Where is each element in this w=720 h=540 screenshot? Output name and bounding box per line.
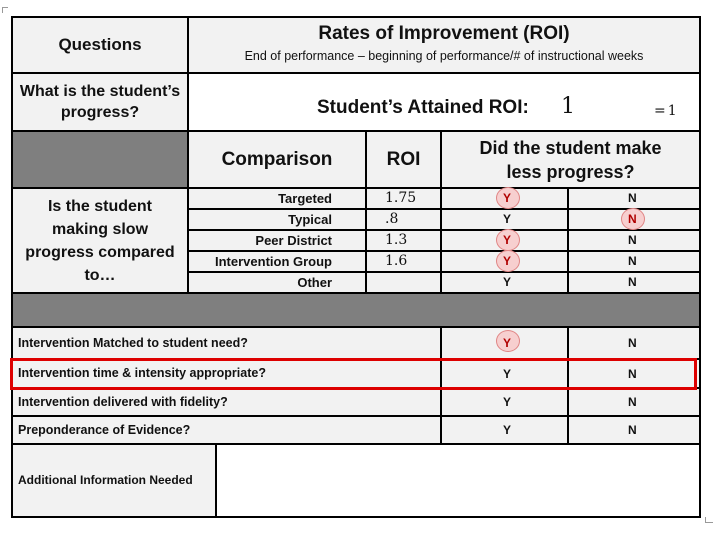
attained-roi-value: 1	[561, 94, 575, 119]
comparison-row-roi-cell	[367, 189, 440, 208]
check-row-no[interactable]: N	[628, 336, 637, 350]
check-row-yes[interactable]: Y	[503, 366, 512, 381]
progress-question-text: What is the student’s progress?	[19, 83, 181, 121]
comparison-row-no-cell	[569, 210, 699, 229]
check-row-yes[interactable]: Y	[503, 336, 512, 350]
col-comparison-header: Comparison	[189, 132, 365, 187]
roi-formula: End of performance – beginning of performance/# of instructional weeks	[244, 49, 644, 63]
check-row-no-cell	[569, 328, 699, 358]
comparison-row-yes-cell	[442, 252, 567, 271]
check-row-label-cell	[13, 389, 440, 415]
comparison-row-roi-cell	[367, 252, 440, 271]
comparison-row-label: Peer District	[255, 233, 332, 248]
comparison-row-roi: 1.75	[385, 190, 417, 206]
comparison-row-yes[interactable]: Y	[503, 275, 512, 289]
comparison-row-label-cell	[189, 231, 365, 250]
comparison-row-no[interactable]: N	[628, 212, 637, 226]
comparison-question	[13, 189, 187, 292]
check-row-yes[interactable]: Y	[503, 395, 512, 409]
comparison-row-no-cell	[569, 273, 699, 292]
comparison-row-no[interactable]: N	[628, 275, 637, 289]
comparison-row-yes[interactable]: Y	[503, 191, 512, 205]
check-row-yes-cell	[442, 328, 567, 358]
col-progress-header	[442, 132, 699, 187]
comparison-row-roi-cell	[367, 273, 440, 292]
check-row-yes[interactable]: Y	[503, 423, 512, 437]
roi-title-cell	[189, 18, 699, 72]
check-row-label-cell	[13, 417, 440, 443]
comparison-row-label: Other	[297, 275, 332, 290]
comparison-row-yes-cell	[442, 210, 567, 229]
section-dark-band	[13, 294, 699, 326]
comparison-row-no[interactable]: N	[628, 254, 637, 268]
check-row-label: Intervention delivered with fidelity?	[18, 394, 228, 409]
comparison-row-no-cell	[569, 252, 699, 271]
check-row-no[interactable]: N	[628, 395, 637, 409]
comparison-question-text: Is the student making slow progress compared to…	[25, 197, 175, 284]
check-row-yes-cell	[442, 389, 567, 415]
check-row-no-cell	[569, 417, 699, 443]
check-row-label-cell	[13, 328, 440, 358]
questions-header: Questions	[13, 18, 187, 72]
progress-question	[13, 74, 187, 130]
check-row-yes-cell	[442, 417, 567, 443]
comparison-row-label-cell	[189, 252, 365, 271]
comparison-row-no[interactable]: N	[628, 233, 637, 247]
attained-roi-label: Student’s Attained ROI:	[317, 97, 529, 118]
comparison-row-yes[interactable]: Y	[503, 212, 512, 226]
additional-info-label-cell	[13, 445, 215, 516]
comparison-row-no-cell	[569, 189, 699, 208]
comparison-row-yes-cell	[442, 231, 567, 250]
comparison-dark-band	[13, 132, 187, 187]
attained-roi-note: =1	[654, 103, 679, 119]
comparison-row-roi: 1.3	[385, 232, 408, 248]
check-row-no-cell	[569, 389, 699, 415]
comparison-row-label-cell	[189, 210, 365, 229]
highlight-box	[10, 358, 697, 390]
check-row-label: Preponderance of Evidence?	[18, 422, 191, 437]
comparison-row-no-cell	[569, 231, 699, 250]
roi-title: Rates of Improvement (ROI)	[318, 23, 570, 44]
comparison-row-roi: 1.6	[385, 253, 408, 269]
check-row-label: Intervention time & intensity appropriate?	[18, 366, 266, 380]
comparison-row-roi-cell	[367, 231, 440, 250]
col-progress-header-text: Did the student make less progress?	[479, 137, 662, 182]
comparison-row-label: Targeted	[278, 191, 332, 206]
comparison-row-roi: .8	[385, 211, 399, 227]
comparison-row-yes[interactable]: Y	[503, 254, 512, 268]
additional-info-field[interactable]	[217, 445, 699, 516]
comparison-row-no[interactable]: N	[628, 191, 637, 205]
comparison-row-label: Typical	[288, 212, 332, 227]
comparison-row-label: Intervention Group	[215, 254, 332, 269]
comparison-row-label-cell	[189, 273, 365, 292]
corner-mark-top-left	[2, 7, 8, 13]
comparison-row-yes[interactable]: Y	[503, 233, 512, 247]
comparison-row-yes-cell	[442, 273, 567, 292]
check-row-label: Intervention Matched to student need?	[18, 335, 248, 350]
check-row-no[interactable]: N	[628, 366, 637, 381]
col-roi-header: ROI	[367, 132, 440, 187]
comparison-row-roi-cell	[367, 210, 440, 229]
additional-info-label: Additional Information Needed	[18, 473, 193, 487]
comparison-row-yes-cell	[442, 189, 567, 208]
attained-roi-cell	[189, 74, 699, 130]
comparison-row-label-cell	[189, 189, 365, 208]
corner-mark-bottom-right	[705, 517, 713, 523]
check-row-no[interactable]: N	[628, 423, 637, 437]
